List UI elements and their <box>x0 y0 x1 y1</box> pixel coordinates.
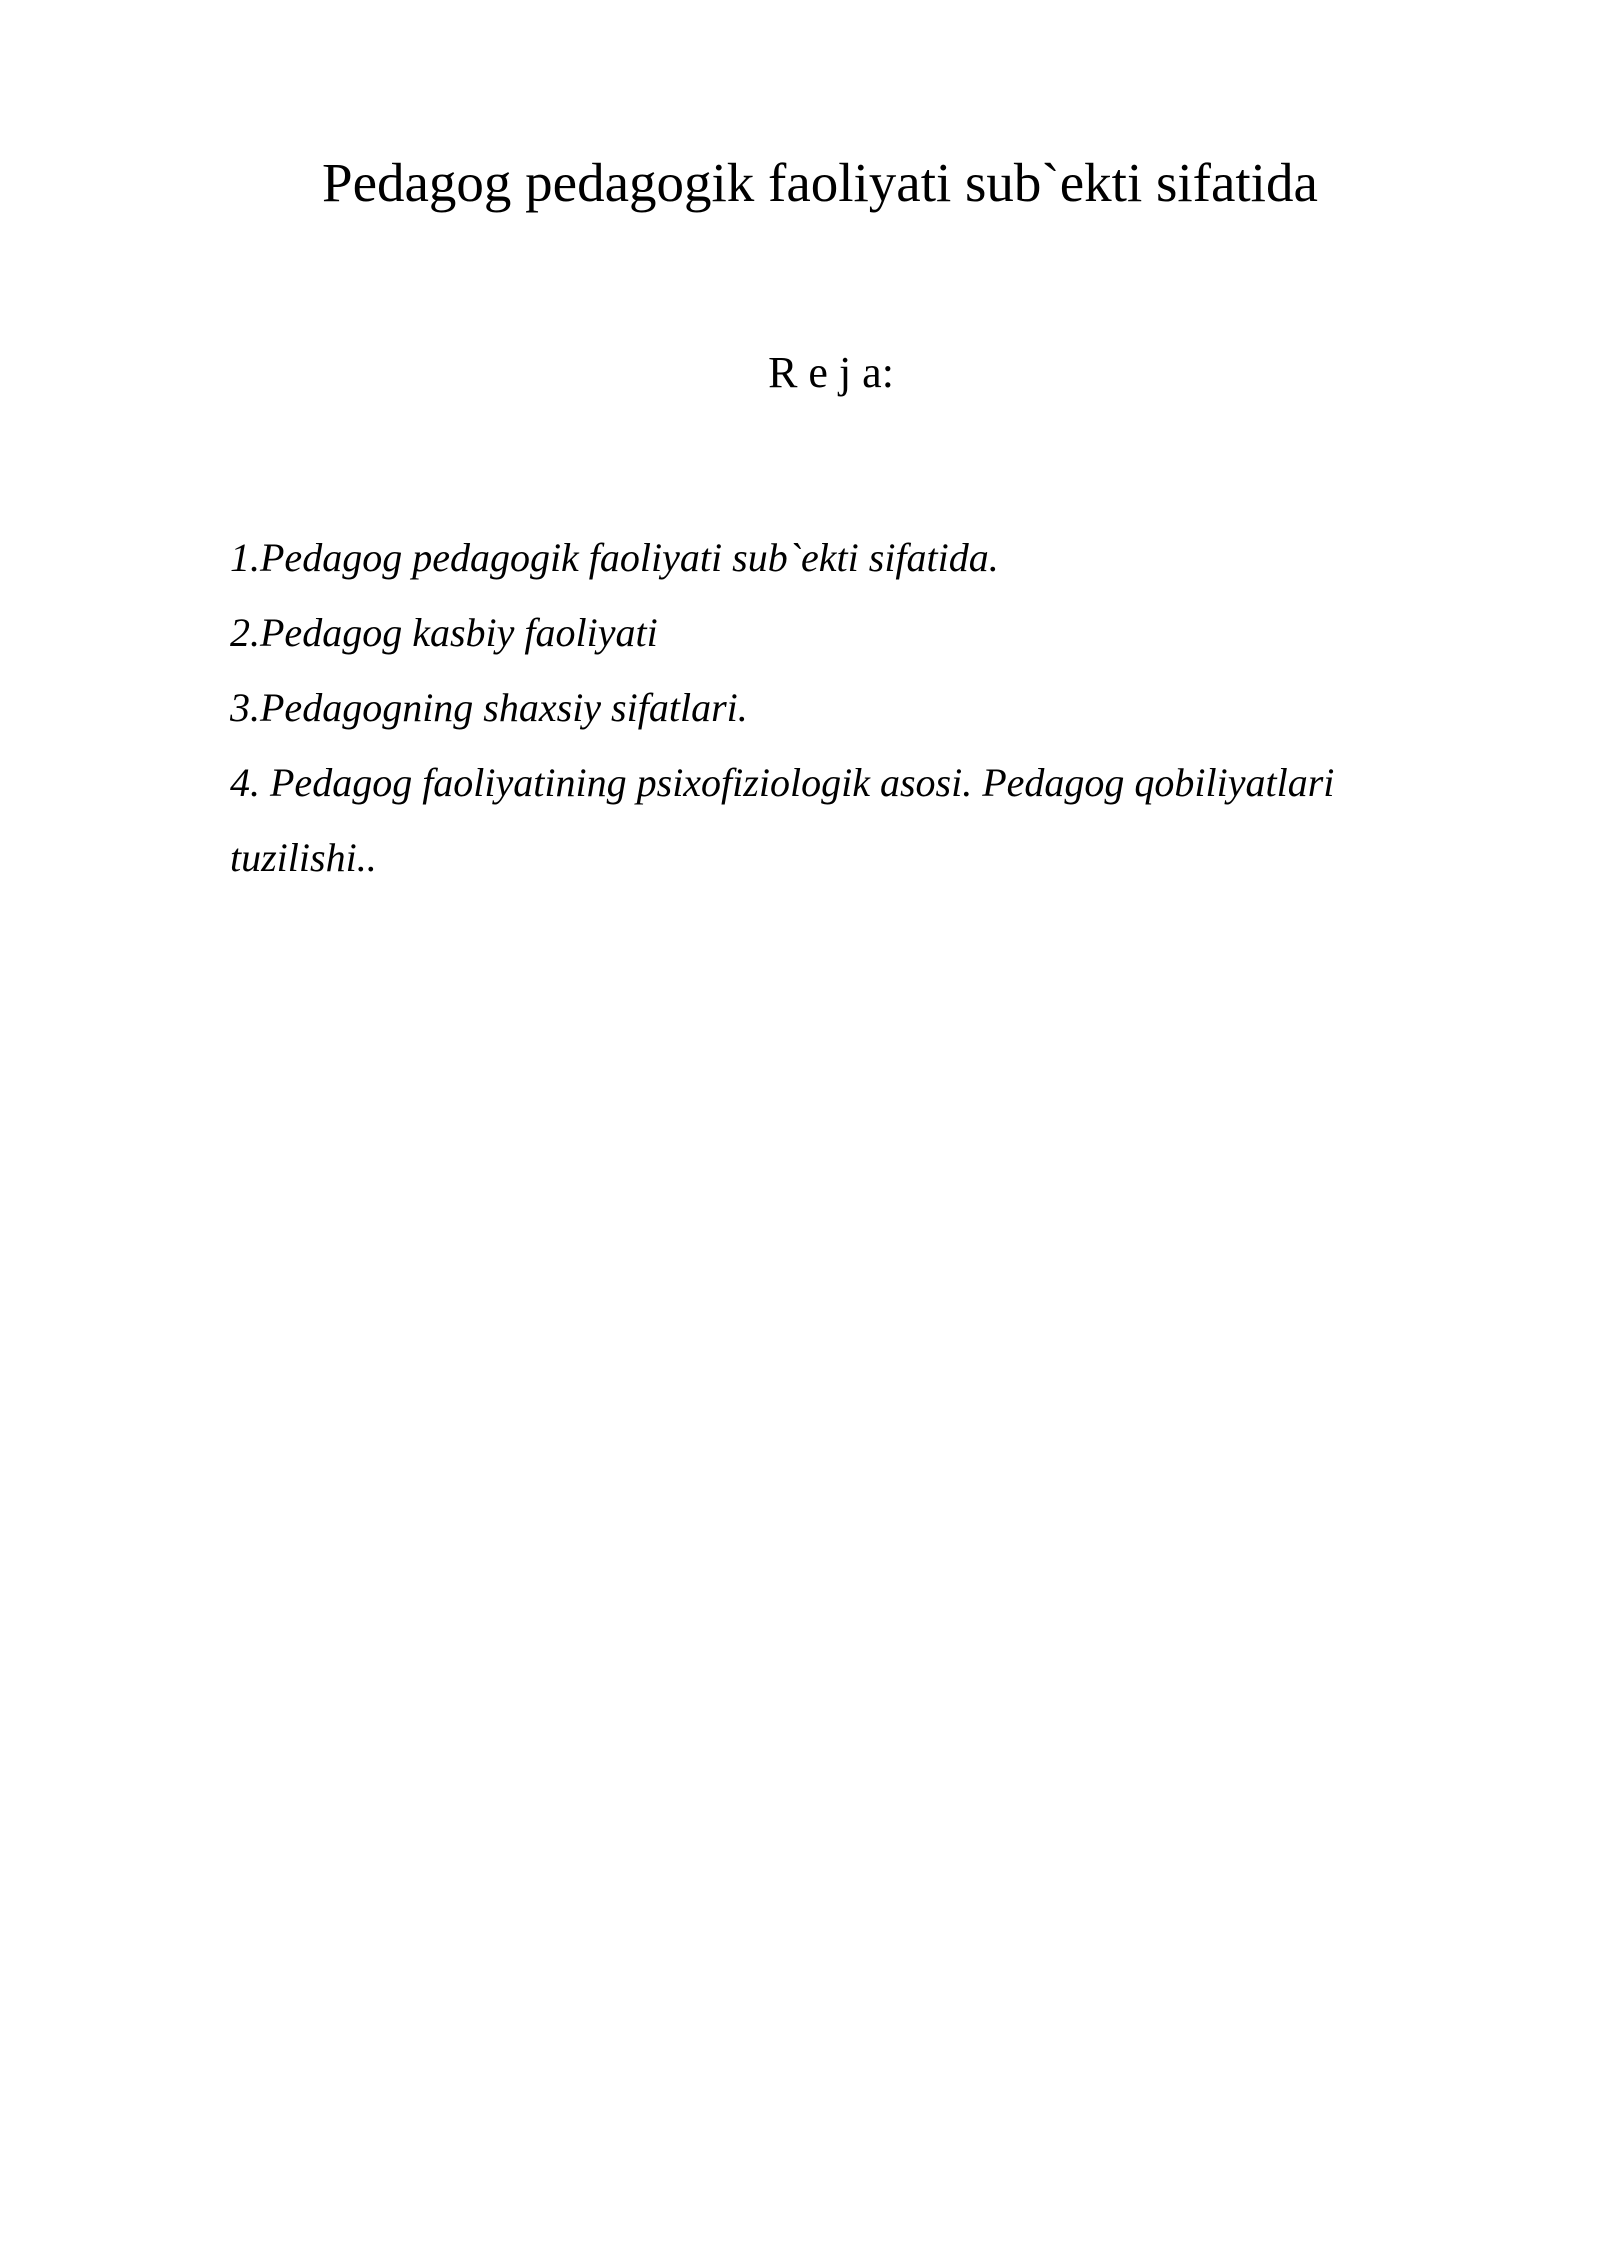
plan-item-2: 2.Pedagog kasbiy faoliyati <box>230 610 658 655</box>
plan-heading: R e j a: <box>768 348 894 397</box>
plan-item-4: 4. Pedagog faoliyatining psixofiziologik asosi. Pedagog qobiliyatlari <box>230 760 1335 805</box>
plan-item-3: 3.Pedagogning shaxsiy sifatlari. <box>230 685 748 730</box>
document-title: Pedagog pedagogik faoliyati sub`ekti sifatida <box>322 152 1318 213</box>
plan-list <box>230 520 1430 895</box>
plan-item-4-continuation: tuzilishi.. <box>230 835 377 880</box>
plan-item-1: 1.Pedagog pedagogik faoliyati sub`ekti sifatida. <box>230 535 999 580</box>
